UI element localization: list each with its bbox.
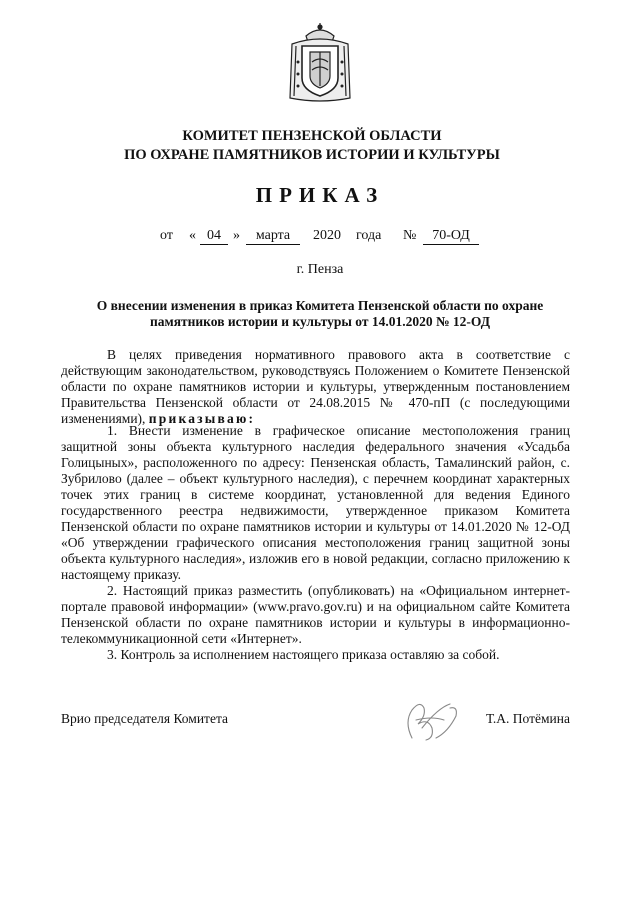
date-year: 2020 <box>313 228 341 243</box>
date-number-line <box>160 228 500 248</box>
quote-open: « <box>189 228 196 243</box>
number-sign: № <box>403 228 417 243</box>
organization-name-line2: ПО ОХРАНЕ ПАМЯТНИКОВ ИСТОРИИ И КУЛЬТУРЫ <box>124 147 500 163</box>
preamble-text: В целях приведения нормативного правового акта в соответствие с действующим законодательством, руководствуясь Положением о Комитете Пензенской области по охране памятников истории и культуры, утвержденным постановлением Правительства Пензенской области от 24.08.2015 № 470-пП (с последующими изменениями), <box>61 347 570 426</box>
date-prefix: от <box>160 228 173 243</box>
date-month: марта <box>246 228 300 245</box>
document-number: 70-ОД <box>423 228 479 245</box>
quote-close: » <box>233 228 240 243</box>
handwritten-signature-icon <box>398 698 462 744</box>
signatory-name: Т.А. Потёмина <box>486 711 570 726</box>
paragraph-item-1: 1. Внести изменение в графическое описание местоположения границ защитной зоны объекта культурного наследия федерального значения «Усадьба Голицыных», расположенного по адресу: Пензенская область, Тамалинский район, с. Зубрилово (далее – объект культурного наследия), с перечнем координат характерных точек этих границ в системе координат, установленной для ведения Единого государственного реестра недвижимости, утвержденное приказом Комитета Пензенской области по охране памятников истории и культуры от 14.01.2020 № 12-ОД «Об утверждении графического описания местоположения границ защитной зоны объекта культурного наследия», изложив его в новой редакции, согласно приложению к настоящему приказу. <box>61 423 570 582</box>
city: г. Пенза <box>296 262 344 277</box>
document-subject: О внесении изменения в приказ Комитета Пензенской области по охране памятников истории и культуры от 14.01.2020 № 12-ОД <box>96 298 544 329</box>
paragraph-preamble <box>61 347 570 427</box>
paragraph-item-3: 3. Контроль за исполнением настоящего приказа оставляю за собой. <box>107 647 500 662</box>
signatory-position: Врио председателя Комитета <box>61 711 228 726</box>
paragraph-item-2: 2. Настоящий приказ разместить (опубликовать) на «Официальном интернет-портале правовой информации» (www.pravo.gov.ru) и на официальном сайте Комитета Пензенской области по охране памятников истории и культуры в информационно-телекоммуникационной сети «Интернет». <box>61 583 570 646</box>
date-day: 04 <box>200 228 228 245</box>
document-title: ПРИКАЗ <box>255 183 385 207</box>
coat-of-arms-icon <box>286 22 354 104</box>
organization-name-line1: КОМИТЕТ ПЕНЗЕНСКОЙ ОБЛАСТИ <box>182 128 442 144</box>
order-command: приказываю: <box>148 411 256 426</box>
date-year-word: года <box>356 228 382 243</box>
